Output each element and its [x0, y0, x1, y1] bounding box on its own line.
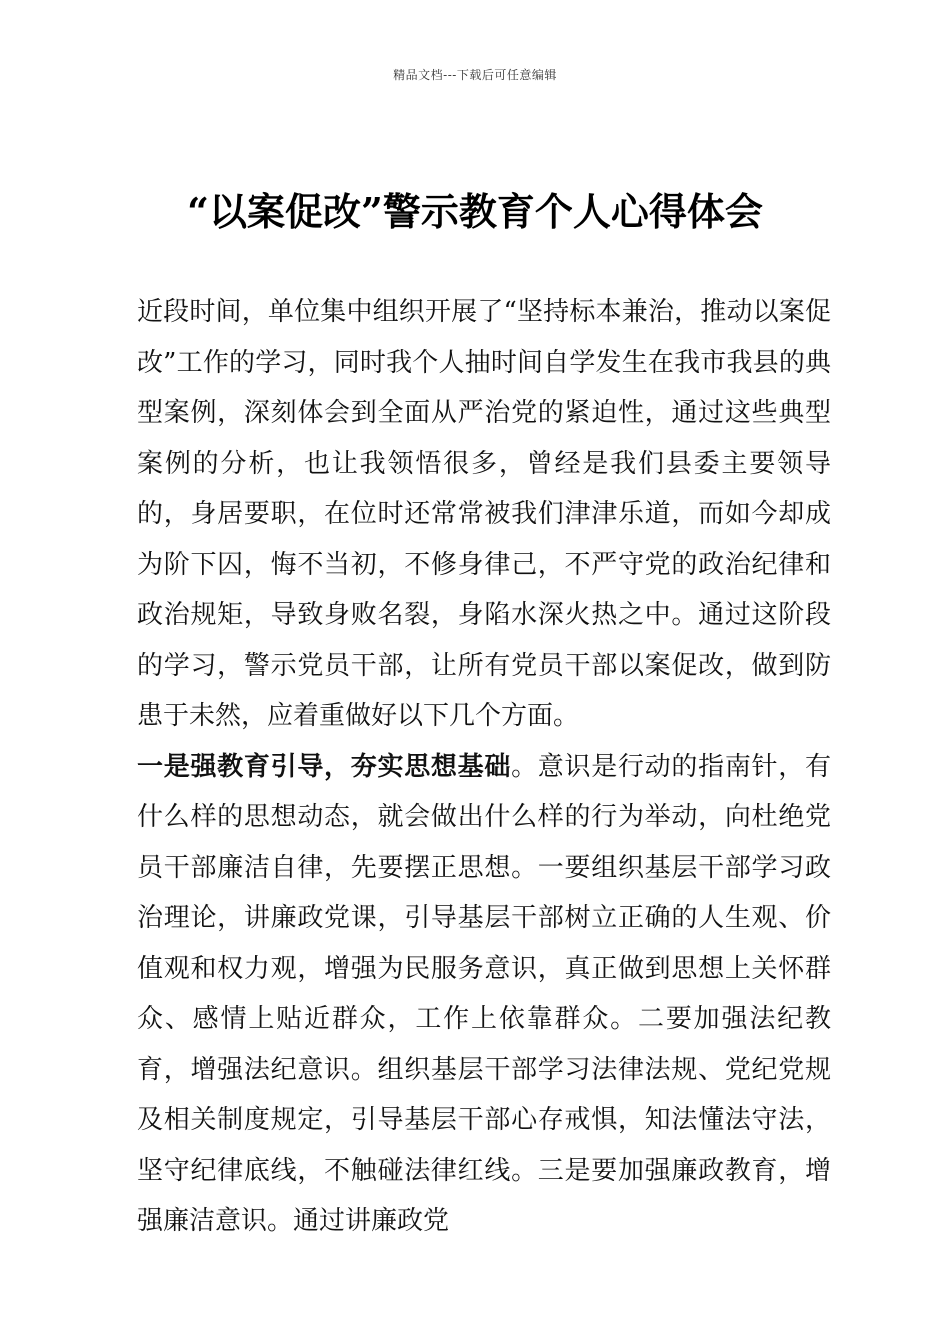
- paragraph-intro: 近段时间，单位集中组织开展了“坚持标本兼治，推动以案促改”工作的学习，同时我个人抽时间自学发生在我市我县的典型案例，深刻体会到全面从严治党的紧迫性，通过这些典型案例的分析，也让我领悟很多，曾经是我们县委主要领导的，身居要职，在位时还常常被我们津津乐道，而如今却成为阶下囚，悔不当初，不修身律己，不严守党的政治纪律和政治规矩，导致身败名裂，身陷水深火热之中。通过这阶段的学习，警示党员干部，让所有党员干部以案促改，做到防患于未然，应着重做好以下几个方面。: [137, 297, 831, 731]
- page-header-watermark: 精品文档---下载后可任意编辑: [393, 68, 557, 82]
- document-body: [137, 287, 831, 1247]
- paragraph-point-one-text: 。意识是行动的指南针，有什么样的思想动态，就会做出什么样的行为举动，向杜绝党员干部廉洁自律，先要摆正思想。一要组织基层干部学习政治理论，讲廉政党课，引导基层干部树立正确的人生观、价值观和权力观，增强为民服务意识，真正做到思想上关怀群众、感情上贴近群众，工作上依靠群众。二要加强法纪教育，增强法纪意识。组织基层干部学习法律法规、党纪党规及相关制度规定，引导基层干部心存戒惧，知法懂法守法，坚守纪律底线，不触碰法律红线。三是要加强廉政教育，增强廉洁意识。通过讲廉政党: [137, 751, 831, 1236]
- paragraph-point-one: [137, 742, 831, 1247]
- paragraph-lead-bold: 一是强教育引导，夯实思想基础: [137, 751, 512, 782]
- document-title: “以案促改”警示教育个人心得体会: [187, 189, 763, 234]
